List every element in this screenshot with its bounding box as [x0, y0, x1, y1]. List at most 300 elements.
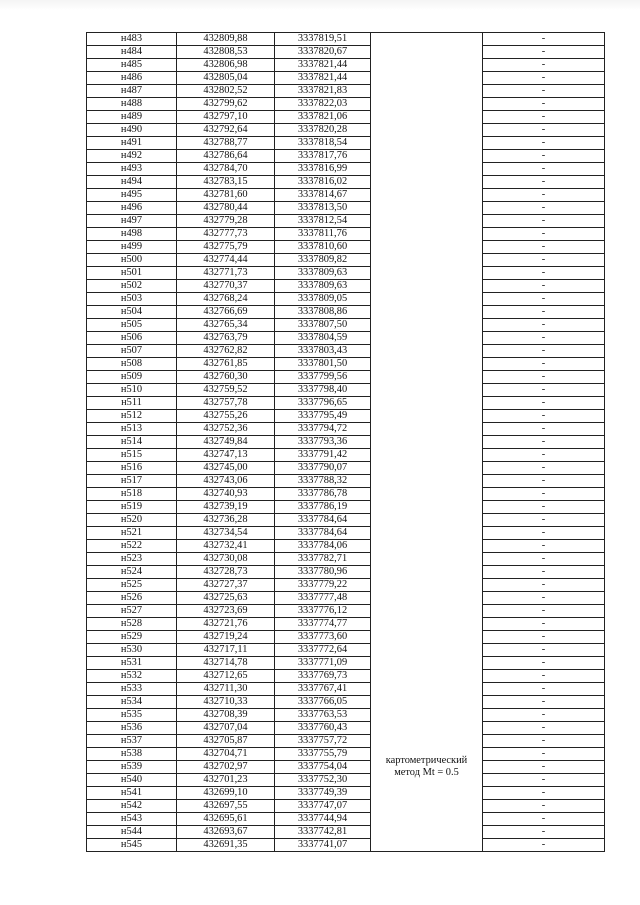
x-coordinate-cell: 432759,52 [177, 384, 275, 397]
x-coordinate-cell: 432808,53 [177, 46, 275, 59]
point-name-cell: н533 [87, 683, 177, 696]
error-cell: - [483, 254, 605, 267]
x-coordinate-cell: 432691,35 [177, 839, 275, 852]
point-name-cell: н539 [87, 761, 177, 774]
error-cell: - [483, 384, 605, 397]
y-coordinate-cell: 3337741,07 [275, 839, 371, 852]
y-coordinate-cell: 3337786,19 [275, 501, 371, 514]
y-coordinate-cell: 3337744,94 [275, 813, 371, 826]
error-cell: - [483, 813, 605, 826]
y-coordinate-cell: 3337816,02 [275, 176, 371, 189]
point-name-cell: н509 [87, 371, 177, 384]
x-coordinate-cell: 432730,08 [177, 553, 275, 566]
error-cell: - [483, 371, 605, 384]
y-coordinate-cell: 3337771,09 [275, 657, 371, 670]
error-cell: - [483, 631, 605, 644]
error-cell: - [483, 449, 605, 462]
table-row [87, 280, 605, 293]
point-name-cell: н537 [87, 735, 177, 748]
table-row [87, 592, 605, 605]
table-row [87, 761, 605, 774]
error-cell: - [483, 657, 605, 670]
error-cell: - [483, 306, 605, 319]
error-cell: - [483, 98, 605, 111]
table-row [87, 657, 605, 670]
x-coordinate-cell: 432809,88 [177, 33, 275, 46]
y-coordinate-cell: 3337767,41 [275, 683, 371, 696]
error-cell: - [483, 46, 605, 59]
table-row [87, 839, 605, 852]
table-row [87, 345, 605, 358]
point-name-cell: н493 [87, 163, 177, 176]
error-cell: - [483, 397, 605, 410]
y-coordinate-cell: 3337818,54 [275, 137, 371, 150]
error-cell: - [483, 59, 605, 72]
table-row [87, 696, 605, 709]
y-coordinate-cell: 3337796,65 [275, 397, 371, 410]
x-coordinate-cell: 432702,97 [177, 761, 275, 774]
y-coordinate-cell: 3337776,12 [275, 605, 371, 618]
x-coordinate-cell: 432761,85 [177, 358, 275, 371]
x-coordinate-cell: 432699,10 [177, 787, 275, 800]
table-row [87, 813, 605, 826]
x-coordinate-cell: 432765,34 [177, 319, 275, 332]
table-row [87, 462, 605, 475]
x-coordinate-cell: 432763,79 [177, 332, 275, 345]
error-cell: - [483, 670, 605, 683]
y-coordinate-cell: 3337784,64 [275, 527, 371, 540]
x-coordinate-cell: 432780,44 [177, 202, 275, 215]
error-cell: - [483, 527, 605, 540]
x-coordinate-cell: 432802,52 [177, 85, 275, 98]
error-cell: - [483, 839, 605, 852]
error-cell: - [483, 33, 605, 46]
y-coordinate-cell: 3337809,82 [275, 254, 371, 267]
error-cell: - [483, 332, 605, 345]
table-row [87, 293, 605, 306]
y-coordinate-cell: 3337813,50 [275, 202, 371, 215]
table-row [87, 306, 605, 319]
error-cell: - [483, 592, 605, 605]
table-row [87, 72, 605, 85]
point-name-cell: н524 [87, 566, 177, 579]
table-row [87, 436, 605, 449]
coordinates-table [86, 32, 605, 852]
point-name-cell: н500 [87, 254, 177, 267]
x-coordinate-cell: 432797,10 [177, 111, 275, 124]
point-name-cell: н543 [87, 813, 177, 826]
x-coordinate-cell: 432783,15 [177, 176, 275, 189]
y-coordinate-cell: 3337788,32 [275, 475, 371, 488]
point-name-cell: н487 [87, 85, 177, 98]
error-cell: - [483, 241, 605, 254]
point-name-cell: н495 [87, 189, 177, 202]
x-coordinate-cell: 432710,33 [177, 696, 275, 709]
x-coordinate-cell: 432727,37 [177, 579, 275, 592]
coordinates-table-body [87, 33, 605, 852]
y-coordinate-cell: 3337772,64 [275, 644, 371, 657]
y-coordinate-cell: 3337798,40 [275, 384, 371, 397]
point-name-cell: н525 [87, 579, 177, 592]
y-coordinate-cell: 3337777,48 [275, 592, 371, 605]
x-coordinate-cell: 432777,73 [177, 228, 275, 241]
error-cell: - [483, 436, 605, 449]
table-row [87, 618, 605, 631]
y-coordinate-cell: 3337811,76 [275, 228, 371, 241]
x-coordinate-cell: 432755,26 [177, 410, 275, 423]
point-name-cell: н488 [87, 98, 177, 111]
y-coordinate-cell: 3337774,77 [275, 618, 371, 631]
point-name-cell: н527 [87, 605, 177, 618]
x-coordinate-cell: 432707,04 [177, 722, 275, 735]
error-cell: - [483, 163, 605, 176]
table-row [87, 488, 605, 501]
error-cell: - [483, 423, 605, 436]
error-cell: - [483, 202, 605, 215]
table-row [87, 722, 605, 735]
table-row [87, 254, 605, 267]
x-coordinate-cell: 432705,87 [177, 735, 275, 748]
y-coordinate-cell: 3337817,76 [275, 150, 371, 163]
x-coordinate-cell: 432771,73 [177, 267, 275, 280]
y-coordinate-cell: 3337821,44 [275, 72, 371, 85]
table-row [87, 384, 605, 397]
error-cell: - [483, 124, 605, 137]
y-coordinate-cell: 3337821,44 [275, 59, 371, 72]
y-coordinate-cell: 3337755,79 [275, 748, 371, 761]
table-row [87, 787, 605, 800]
y-coordinate-cell: 3337752,30 [275, 774, 371, 787]
x-coordinate-cell: 432693,67 [177, 826, 275, 839]
point-name-cell: н511 [87, 397, 177, 410]
method-cell [371, 683, 483, 852]
error-cell: - [483, 774, 605, 787]
y-coordinate-cell: 3337819,51 [275, 33, 371, 46]
y-coordinate-cell: 3337821,06 [275, 111, 371, 124]
table-row [87, 397, 605, 410]
x-coordinate-cell: 432766,69 [177, 306, 275, 319]
point-name-cell: н486 [87, 72, 177, 85]
x-coordinate-cell: 432745,00 [177, 462, 275, 475]
table-row [87, 566, 605, 579]
error-cell: - [483, 358, 605, 371]
table-row [87, 540, 605, 553]
x-coordinate-cell: 432788,77 [177, 137, 275, 150]
table-row [87, 228, 605, 241]
table-row [87, 46, 605, 59]
x-coordinate-cell: 432760,30 [177, 371, 275, 384]
x-coordinate-cell: 432736,28 [177, 514, 275, 527]
point-name-cell: н516 [87, 462, 177, 475]
table-row [87, 826, 605, 839]
y-coordinate-cell: 3337809,63 [275, 267, 371, 280]
error-cell: - [483, 579, 605, 592]
y-coordinate-cell: 3337794,72 [275, 423, 371, 436]
y-coordinate-cell: 3337786,78 [275, 488, 371, 501]
point-name-cell: н503 [87, 293, 177, 306]
point-name-cell: н517 [87, 475, 177, 488]
error-cell: - [483, 72, 605, 85]
y-coordinate-cell: 3337809,63 [275, 280, 371, 293]
error-cell: - [483, 150, 605, 163]
error-cell: - [483, 228, 605, 241]
point-name-cell: н542 [87, 800, 177, 813]
point-name-cell: н540 [87, 774, 177, 787]
point-name-cell: н483 [87, 33, 177, 46]
x-coordinate-cell: 432781,60 [177, 189, 275, 202]
point-name-cell: н518 [87, 488, 177, 501]
error-cell: - [483, 475, 605, 488]
point-name-cell: н512 [87, 410, 177, 423]
x-coordinate-cell: 432719,24 [177, 631, 275, 644]
y-coordinate-cell: 3337809,05 [275, 293, 371, 306]
y-coordinate-cell: 3337822,03 [275, 98, 371, 111]
x-coordinate-cell: 432739,19 [177, 501, 275, 514]
x-coordinate-cell: 432775,79 [177, 241, 275, 254]
table-row [87, 631, 605, 644]
x-coordinate-cell: 432723,69 [177, 605, 275, 618]
x-coordinate-cell: 432740,93 [177, 488, 275, 501]
point-name-cell: н526 [87, 592, 177, 605]
x-coordinate-cell: 432728,73 [177, 566, 275, 579]
y-coordinate-cell: 3337749,39 [275, 787, 371, 800]
point-name-cell: н494 [87, 176, 177, 189]
method-label: картометрический метод Mt = 0.5 [385, 754, 468, 778]
point-name-cell: н484 [87, 46, 177, 59]
x-coordinate-cell: 432805,04 [177, 72, 275, 85]
error-cell: - [483, 553, 605, 566]
point-name-cell: н506 [87, 332, 177, 345]
table-row [87, 553, 605, 566]
error-cell: - [483, 176, 605, 189]
table-row [87, 579, 605, 592]
point-name-cell: н532 [87, 670, 177, 683]
point-name-cell: н530 [87, 644, 177, 657]
error-cell: - [483, 488, 605, 501]
point-name-cell: н523 [87, 553, 177, 566]
point-name-cell: н491 [87, 137, 177, 150]
point-name-cell: н513 [87, 423, 177, 436]
y-coordinate-cell: 3337820,67 [275, 46, 371, 59]
error-cell: - [483, 566, 605, 579]
y-coordinate-cell: 3337803,43 [275, 345, 371, 358]
table-row [87, 319, 605, 332]
y-coordinate-cell: 3337784,64 [275, 514, 371, 527]
y-coordinate-cell: 3337773,60 [275, 631, 371, 644]
table-row [87, 33, 605, 46]
point-name-cell: н534 [87, 696, 177, 709]
table-row [87, 332, 605, 345]
point-name-cell: н499 [87, 241, 177, 254]
table-row [87, 189, 605, 202]
table-row [87, 202, 605, 215]
point-name-cell: н520 [87, 514, 177, 527]
table-row [87, 267, 605, 280]
error-cell: - [483, 280, 605, 293]
error-cell: - [483, 735, 605, 748]
error-cell: - [483, 319, 605, 332]
table-row [87, 800, 605, 813]
table-row [87, 527, 605, 540]
error-cell: - [483, 696, 605, 709]
point-name-cell: н489 [87, 111, 177, 124]
table-row [87, 358, 605, 371]
error-cell: - [483, 345, 605, 358]
table-row [87, 683, 605, 696]
table-row [87, 111, 605, 124]
error-cell: - [483, 618, 605, 631]
x-coordinate-cell: 432806,98 [177, 59, 275, 72]
x-coordinate-cell: 432714,78 [177, 657, 275, 670]
x-coordinate-cell: 432762,82 [177, 345, 275, 358]
point-name-cell: н492 [87, 150, 177, 163]
x-coordinate-cell: 432774,44 [177, 254, 275, 267]
x-coordinate-cell: 432701,23 [177, 774, 275, 787]
point-name-cell: н496 [87, 202, 177, 215]
y-coordinate-cell: 3337795,49 [275, 410, 371, 423]
y-coordinate-cell: 3337791,42 [275, 449, 371, 462]
point-name-cell: н519 [87, 501, 177, 514]
y-coordinate-cell: 3337769,73 [275, 670, 371, 683]
y-coordinate-cell: 3337810,60 [275, 241, 371, 254]
error-cell: - [483, 137, 605, 150]
error-cell: - [483, 85, 605, 98]
x-coordinate-cell: 432695,61 [177, 813, 275, 826]
table-row [87, 59, 605, 72]
x-coordinate-cell: 432752,36 [177, 423, 275, 436]
x-coordinate-cell: 432717,11 [177, 644, 275, 657]
table-row [87, 774, 605, 787]
point-name-cell: н490 [87, 124, 177, 137]
table-row [87, 748, 605, 761]
table-row [87, 449, 605, 462]
y-coordinate-cell: 3337814,67 [275, 189, 371, 202]
x-coordinate-cell: 432784,70 [177, 163, 275, 176]
table-row [87, 410, 605, 423]
x-coordinate-cell: 432749,84 [177, 436, 275, 449]
y-coordinate-cell: 3337807,50 [275, 319, 371, 332]
error-cell: - [483, 826, 605, 839]
point-name-cell: н502 [87, 280, 177, 293]
y-coordinate-cell: 3337821,83 [275, 85, 371, 98]
x-coordinate-cell: 432770,37 [177, 280, 275, 293]
error-cell: - [483, 501, 605, 514]
point-name-cell: н541 [87, 787, 177, 800]
y-coordinate-cell: 3337779,22 [275, 579, 371, 592]
error-cell: - [483, 748, 605, 761]
point-name-cell: н515 [87, 449, 177, 462]
table-row [87, 514, 605, 527]
table-row [87, 475, 605, 488]
y-coordinate-cell: 3337799,56 [275, 371, 371, 384]
point-name-cell: н545 [87, 839, 177, 852]
error-cell: - [483, 410, 605, 423]
point-name-cell: н504 [87, 306, 177, 319]
y-coordinate-cell: 3337804,59 [275, 332, 371, 345]
x-coordinate-cell: 432743,06 [177, 475, 275, 488]
y-coordinate-cell: 3337793,36 [275, 436, 371, 449]
table-row [87, 371, 605, 384]
error-cell: - [483, 462, 605, 475]
point-name-cell: н529 [87, 631, 177, 644]
table-row [87, 735, 605, 748]
y-coordinate-cell: 3337754,04 [275, 761, 371, 774]
point-name-cell: н536 [87, 722, 177, 735]
scan-edge [0, 0, 640, 10]
error-cell: - [483, 189, 605, 202]
x-coordinate-cell: 432792,64 [177, 124, 275, 137]
y-coordinate-cell: 3337808,86 [275, 306, 371, 319]
method-cell-empty [371, 33, 483, 683]
table-row [87, 163, 605, 176]
y-coordinate-cell: 3337760,43 [275, 722, 371, 735]
point-name-cell: н544 [87, 826, 177, 839]
error-cell: - [483, 709, 605, 722]
x-coordinate-cell: 432697,55 [177, 800, 275, 813]
point-name-cell: н497 [87, 215, 177, 228]
error-cell: - [483, 514, 605, 527]
error-cell: - [483, 722, 605, 735]
y-coordinate-cell: 3337747,07 [275, 800, 371, 813]
x-coordinate-cell: 432757,78 [177, 397, 275, 410]
table-row [87, 176, 605, 189]
y-coordinate-cell: 3337742,81 [275, 826, 371, 839]
x-coordinate-cell: 432704,71 [177, 748, 275, 761]
table-row [87, 644, 605, 657]
y-coordinate-cell: 3337763,53 [275, 709, 371, 722]
error-cell: - [483, 800, 605, 813]
point-name-cell: н531 [87, 657, 177, 670]
x-coordinate-cell: 432712,65 [177, 670, 275, 683]
point-name-cell: н521 [87, 527, 177, 540]
point-name-cell: н498 [87, 228, 177, 241]
table-row [87, 501, 605, 514]
x-coordinate-cell: 432768,24 [177, 293, 275, 306]
x-coordinate-cell: 432786,64 [177, 150, 275, 163]
table-row [87, 423, 605, 436]
x-coordinate-cell: 432734,54 [177, 527, 275, 540]
table-row [87, 670, 605, 683]
point-name-cell: н538 [87, 748, 177, 761]
table-row [87, 150, 605, 163]
y-coordinate-cell: 3337757,72 [275, 735, 371, 748]
error-cell: - [483, 644, 605, 657]
x-coordinate-cell: 432711,30 [177, 683, 275, 696]
point-name-cell: н528 [87, 618, 177, 631]
y-coordinate-cell: 3337816,99 [275, 163, 371, 176]
table-row [87, 137, 605, 150]
table-row [87, 124, 605, 137]
x-coordinate-cell: 432732,41 [177, 540, 275, 553]
point-name-cell: н485 [87, 59, 177, 72]
table-row [87, 605, 605, 618]
table-row [87, 85, 605, 98]
y-coordinate-cell: 3337801,50 [275, 358, 371, 371]
y-coordinate-cell: 3337782,71 [275, 553, 371, 566]
x-coordinate-cell: 432747,13 [177, 449, 275, 462]
table-row [87, 241, 605, 254]
x-coordinate-cell: 432779,28 [177, 215, 275, 228]
error-cell: - [483, 111, 605, 124]
error-cell: - [483, 267, 605, 280]
table-row [87, 215, 605, 228]
point-name-cell: н522 [87, 540, 177, 553]
x-coordinate-cell: 432725,63 [177, 592, 275, 605]
y-coordinate-cell: 3337790,07 [275, 462, 371, 475]
point-name-cell: н535 [87, 709, 177, 722]
x-coordinate-cell: 432721,76 [177, 618, 275, 631]
error-cell: - [483, 761, 605, 774]
